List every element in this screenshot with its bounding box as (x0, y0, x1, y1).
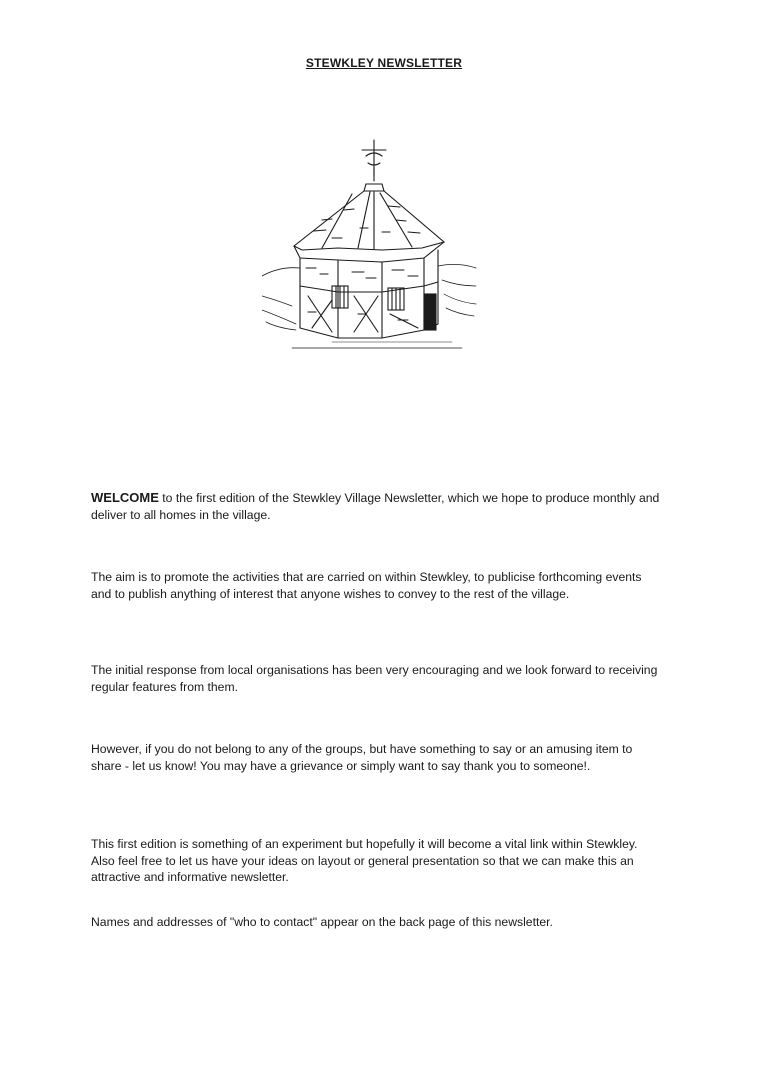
contacts-paragraph: Names and addresses of "who to contact" appear on the back page of this newsletter. (91, 915, 553, 929)
page-title: STEWKLEY NEWSLETTER (305, 56, 463, 70)
response-paragraph: The initial response from local organisations has been very encouraging and we look forward to receiving regular features from them. (91, 663, 658, 694)
experiment-paragraph: This first edition is something of an experiment but hopefully it will become a vital link within Stewkley. Also feel free to let us have your ideas on layout or general presentation so that we can make this an attractive and informative newsletter. (91, 837, 638, 884)
share-paragraph: However, if you do not belong to any of the groups, but have something to say or an amusing item to share - let us know! You may have a grievance or simply want to say thank you to someone!. (91, 742, 633, 773)
welcome-word: WELCOME (91, 490, 159, 505)
dovecote-illustration (262, 136, 477, 356)
welcome-paragraph (91, 490, 661, 523)
welcome-text: to the first edition of the Stewkley Village Newsletter, which we hope to produce monthly and deliver to all homes in the village. (91, 491, 660, 522)
aim-paragraph: The aim is to promote the activities that are carried on within Stewkley, to publicise forthcoming events and to publish anything of interest that anyone wishes to convey to the rest of the village. (91, 570, 642, 601)
